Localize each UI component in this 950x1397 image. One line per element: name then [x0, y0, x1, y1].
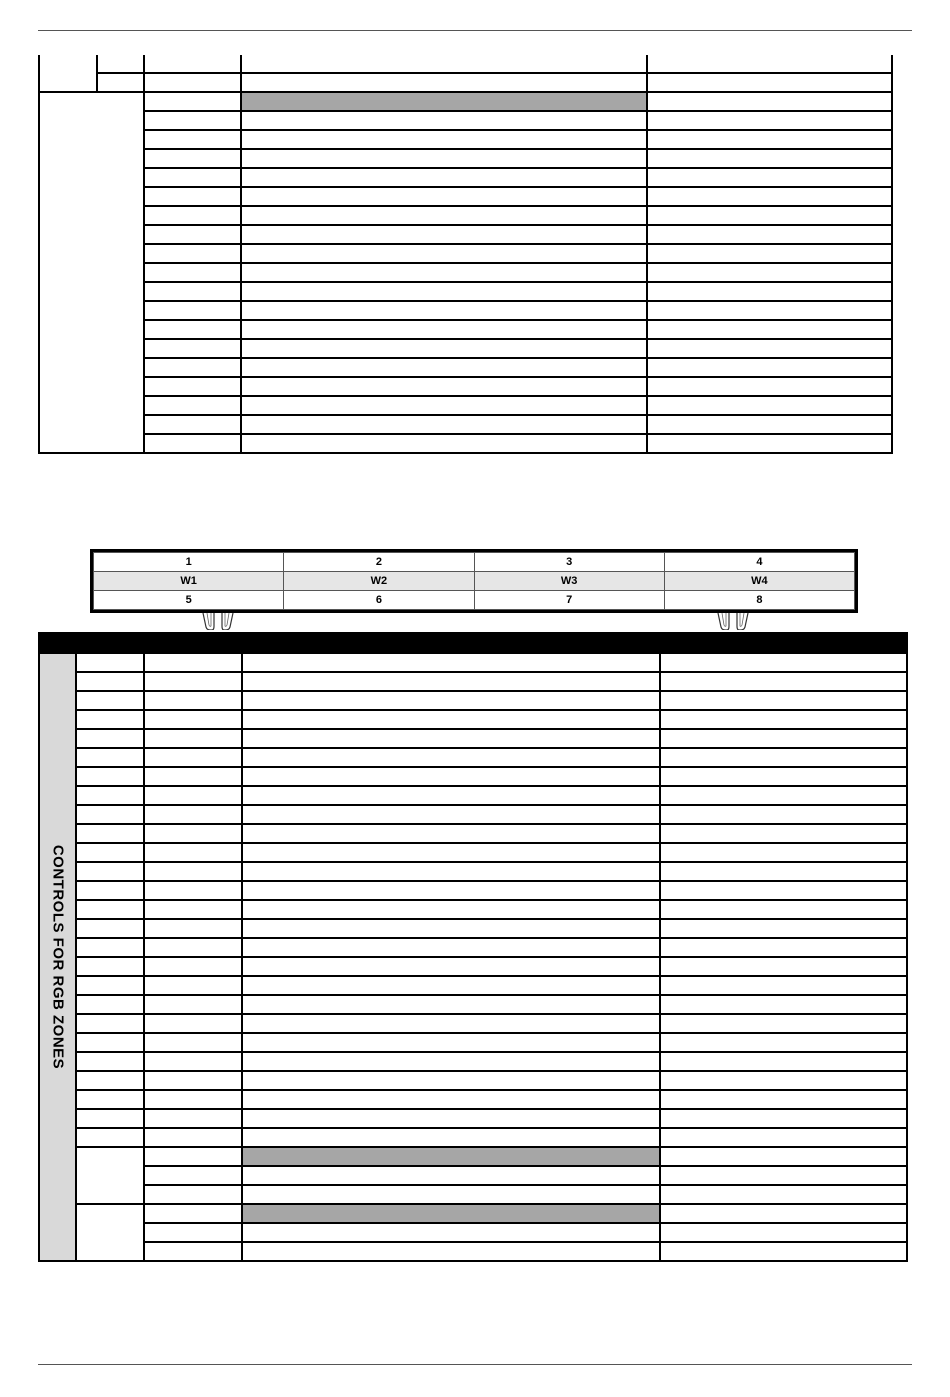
table-row	[39, 957, 907, 976]
table-row	[39, 434, 892, 453]
table-row	[39, 168, 892, 187]
side-label-cell	[39, 653, 76, 1261]
table-row	[39, 55, 892, 73]
mounting-clip-icon	[716, 613, 750, 630]
pin-label: 4	[664, 553, 854, 572]
upper-table	[38, 55, 893, 454]
table-row	[39, 1223, 907, 1242]
table-row	[39, 786, 907, 805]
table-row	[39, 301, 892, 320]
table-row	[39, 881, 907, 900]
table-row	[39, 691, 907, 710]
table-row	[39, 976, 907, 995]
table-row	[39, 225, 892, 244]
table-row	[39, 1128, 907, 1147]
table-row	[39, 767, 907, 786]
channel-label: W2	[284, 572, 474, 591]
table-row	[39, 415, 892, 434]
pin-label: 6	[284, 591, 474, 610]
table-row	[39, 805, 907, 824]
table-row	[39, 672, 907, 691]
table-row	[39, 843, 907, 862]
panel-row-middle	[94, 572, 855, 591]
table-row	[39, 187, 892, 206]
table-row	[39, 1185, 907, 1204]
table-row	[39, 282, 892, 301]
table-row	[39, 1242, 907, 1261]
table-row	[39, 149, 892, 168]
top-rule	[38, 30, 912, 31]
table-row	[39, 919, 907, 938]
panel-row-bottom	[94, 591, 855, 610]
table-row	[39, 1071, 907, 1090]
pin-label: 1	[94, 553, 284, 572]
bottom-rule	[38, 1364, 912, 1365]
table-row	[39, 1204, 907, 1223]
table-row	[39, 358, 892, 377]
table-row	[39, 73, 892, 92]
table-row	[39, 339, 892, 358]
table-row	[39, 1109, 907, 1128]
pin-label: 8	[664, 591, 854, 610]
table-row	[39, 1166, 907, 1185]
table-row	[39, 377, 892, 396]
table-row	[39, 824, 907, 843]
table-row	[39, 938, 907, 957]
table-row	[39, 653, 907, 672]
mounting-clip-icon	[201, 613, 235, 630]
pin-label: 5	[94, 591, 284, 610]
table-row	[39, 130, 892, 149]
table-row	[39, 900, 907, 919]
table-row	[39, 320, 892, 339]
channel-label: W4	[664, 572, 854, 591]
rgb-zones-table	[38, 632, 908, 1262]
table-header-row	[39, 633, 907, 653]
table-row	[39, 710, 907, 729]
table-row	[39, 244, 892, 263]
table-row	[39, 111, 892, 130]
table-row	[39, 1052, 907, 1071]
pin-label: 7	[474, 591, 664, 610]
table-row	[39, 206, 892, 225]
table-row	[39, 995, 907, 1014]
table-row	[39, 862, 907, 881]
table-row	[39, 1033, 907, 1052]
table-row	[39, 1014, 907, 1033]
channel-label: W1	[94, 572, 284, 591]
connector-panel	[90, 549, 858, 613]
table-row	[39, 396, 892, 415]
table-row	[39, 729, 907, 748]
table-row	[39, 263, 892, 282]
table-row	[39, 1090, 907, 1109]
pin-label: 2	[284, 553, 474, 572]
table-row	[39, 748, 907, 767]
pin-label: 3	[474, 553, 664, 572]
side-label: CONTROLS FOR RGB ZONES	[49, 844, 66, 1070]
table-row	[39, 1147, 907, 1166]
panel-row-top	[94, 553, 855, 572]
channel-label: W3	[474, 572, 664, 591]
table-row	[39, 92, 892, 111]
